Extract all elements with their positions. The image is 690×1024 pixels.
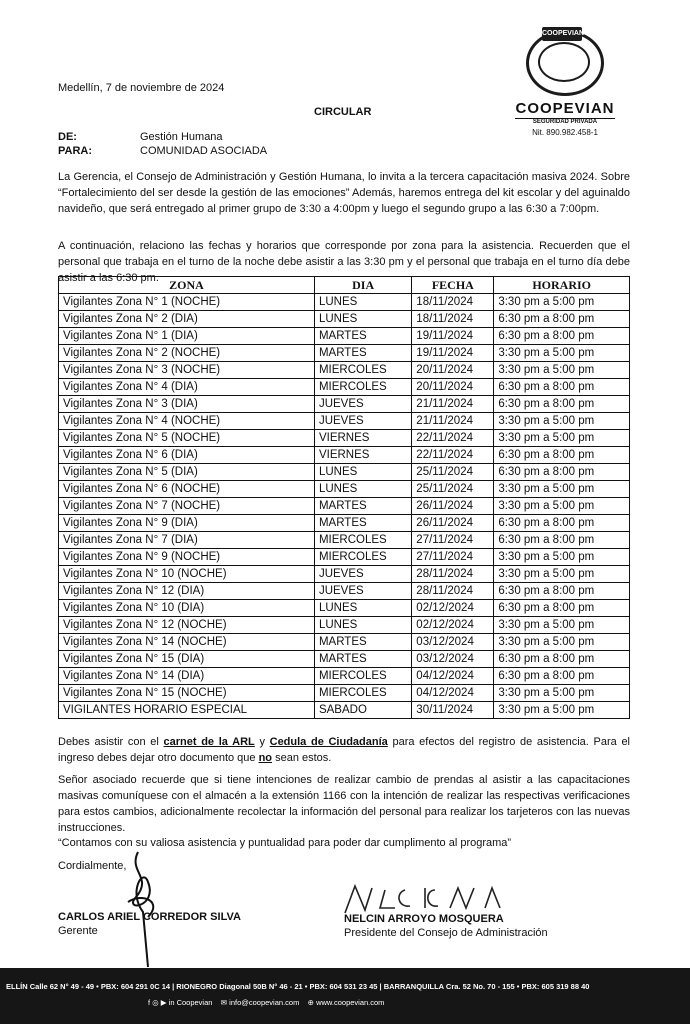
- logo-banner: COOPEVIAN: [542, 27, 582, 41]
- cell-fecha: 03/12/2024: [412, 634, 494, 651]
- table-row: [59, 481, 630, 498]
- cell-horario: 6:30 pm a 8:00 pm: [494, 600, 630, 617]
- email-icon: ✉: [220, 998, 228, 1007]
- cell-horario: 6:30 pm a 8:00 pm: [494, 379, 630, 396]
- logo-shield-icon: [538, 42, 590, 82]
- closing-greeting: Cordialmente,: [58, 860, 127, 872]
- cell-horario: 3:30 pm a 5:00 pm: [494, 566, 630, 583]
- cell-dia: LUNES: [314, 600, 411, 617]
- cell-zona: Vigilantes Zona N° 5 (NOCHE): [59, 430, 315, 447]
- closing-quote: “Contamos con su valiosa asistencia y puntualidad para poder dar cumplimento al programa”: [58, 837, 512, 849]
- documents-text-4: sean estos.: [272, 752, 332, 764]
- cell-zona: Vigilantes Zona N° 12 (DIA): [59, 583, 315, 600]
- cell-dia: LUNES: [314, 294, 411, 311]
- cell-horario: 6:30 pm a 8:00 pm: [494, 583, 630, 600]
- cell-zona: Vigilantes Zona N° 14 (NOCHE): [59, 634, 315, 651]
- cell-horario: 3:30 pm a 5:00 pm: [494, 634, 630, 651]
- uniform-paragraph: Señor asociado recuerde que si tiene intenciones de realizar cambio de prendas al asistir a las capacitaciones masivas comuníquese con el almacén a la extensión 1166 con la intención de realizar las respectivas verificaciones para estos cambios, adicionalmente recolectar la información del personal para realizar los tarjeteros con las nuevas instrucciones.: [58, 774, 630, 834]
- cell-dia: MIERCOLES: [314, 685, 411, 702]
- header-dia: DIA: [314, 277, 411, 294]
- from-label: DE:: [58, 131, 77, 143]
- cell-zona: Vigilantes Zona N° 9 (NOCHE): [59, 549, 315, 566]
- cell-dia: MIERCOLES: [314, 668, 411, 685]
- cell-horario: 6:30 pm a 8:00 pm: [494, 532, 630, 549]
- schedule-paragraph: A continuación, relaciono las fechas y horarios que corresponde por zona para la asistencia. Recuerden que el personal que trabaja en el turno de la noche debe asistir a las 3:30 pm y el personal que trabaja en el turno día debe asistir a las 6:30 pm.: [58, 240, 630, 284]
- cell-horario: 3:30 pm a 5:00 pm: [494, 345, 630, 362]
- cell-fecha: 04/12/2024: [412, 668, 494, 685]
- signer1-name: CARLOS ARIEL CORREDOR SILVA: [58, 911, 241, 923]
- cell-zona: Vigilantes Zona N° 4 (NOCHE): [59, 413, 315, 430]
- cell-dia: LUNES: [314, 311, 411, 328]
- cell-fecha: 20/11/2024: [412, 379, 494, 396]
- cell-fecha: 20/11/2024: [412, 362, 494, 379]
- cell-fecha: 22/11/2024: [412, 447, 494, 464]
- footer-addresses: ELLÍN Calle 62 N° 49 - 49 • PBX: 604 291 0C 14 | RIONEGRO Diagonal 50B N° 46 - 21 • PBX: 604 531 23 45 | BARRANQUILLA Cra. 52 No. 70 - 155 • PBX: 605 319 88 40: [6, 982, 590, 991]
- intro-paragraph: La Gerencia, el Consejo de Administración y Gestión Humana, lo invita a la tercera capacitación masiva 2024. Sobre “Fortalecimiento del ser desde la gestión de las emociones” Además, haremos entrega del kit escolar y del aguinaldo navideño, que será entregado al primer grupo de 3:30 a 4:00pm y luego el segundo grupo a las 6:30 a 7:00pm.: [58, 171, 630, 215]
- cell-dia: LUNES: [314, 617, 411, 634]
- cell-fecha: 27/11/2024: [412, 549, 494, 566]
- table-row: [59, 617, 630, 634]
- cell-horario: 3:30 pm a 5:00 pm: [494, 702, 630, 719]
- table-row: [59, 311, 630, 328]
- documents-paragraph: [58, 734, 630, 766]
- cell-fecha: 04/12/2024: [412, 685, 494, 702]
- cell-dia: LUNES: [314, 464, 411, 481]
- web-icon: ⊕: [307, 998, 314, 1007]
- company-logo: [505, 30, 625, 137]
- cell-zona: Vigilantes Zona N° 15 (DIA): [59, 651, 315, 668]
- footer-email[interactable]: info@coopevian.com: [229, 998, 300, 1007]
- cell-horario: 3:30 pm a 5:00 pm: [494, 617, 630, 634]
- cell-fecha: 19/11/2024: [412, 328, 494, 345]
- cell-dia: JUEVES: [314, 396, 411, 413]
- cell-horario: 3:30 pm a 5:00 pm: [494, 362, 630, 379]
- table-row: [59, 583, 630, 600]
- documents-text-2: y: [254, 736, 270, 748]
- table-row: [59, 549, 630, 566]
- cell-horario: 6:30 pm a 8:00 pm: [494, 651, 630, 668]
- cell-dia: MARTES: [314, 515, 411, 532]
- table-row: [59, 328, 630, 345]
- cell-horario: 3:30 pm a 5:00 pm: [494, 294, 630, 311]
- table-row: [59, 532, 630, 549]
- cell-fecha: 02/12/2024: [412, 600, 494, 617]
- cell-horario: 6:30 pm a 8:00 pm: [494, 311, 630, 328]
- cell-fecha: 26/11/2024: [412, 498, 494, 515]
- cell-zona: Vigilantes Zona N° 6 (DIA): [59, 447, 315, 464]
- header-fecha: FECHA: [412, 277, 494, 294]
- to-value: COMUNIDAD ASOCIADA: [140, 145, 268, 157]
- cell-fecha: 02/12/2024: [412, 617, 494, 634]
- cell-zona: Vigilantes Zona N° 3 (NOCHE): [59, 362, 315, 379]
- doc-type: CIRCULAR: [314, 106, 372, 118]
- table-header-row: [59, 277, 630, 294]
- cell-horario: 6:30 pm a 8:00 pm: [494, 396, 630, 413]
- documents-text-3: para efectos del registro de asistencia. Para el ingreso debes dejar otro documento que: [58, 736, 631, 764]
- cell-dia: MIERCOLES: [314, 379, 411, 396]
- cell-dia: MARTES: [314, 328, 411, 345]
- logo-name: COOPEVIAN: [515, 100, 615, 117]
- cell-horario: 3:30 pm a 5:00 pm: [494, 685, 630, 702]
- to-label: PARA:: [58, 145, 93, 157]
- cell-horario: 3:30 pm a 5:00 pm: [494, 498, 630, 515]
- logo-emblem: [526, 30, 604, 96]
- cell-fecha: 27/11/2024: [412, 532, 494, 549]
- table-row: [59, 515, 630, 532]
- cell-zona: Vigilantes Zona N° 7 (DIA): [59, 532, 315, 549]
- cell-fecha: 28/11/2024: [412, 583, 494, 600]
- cell-horario: 3:30 pm a 5:00 pm: [494, 549, 630, 566]
- cell-fecha: 21/11/2024: [412, 413, 494, 430]
- table-row: [59, 396, 630, 413]
- header-horario: HORARIO: [494, 277, 630, 294]
- cell-zona: Vigilantes Zona N° 3 (DIA): [59, 396, 315, 413]
- cell-zona: Vigilantes Zona N° 1 (NOCHE): [59, 294, 315, 311]
- signature-1: [108, 842, 178, 972]
- cell-fecha: 28/11/2024: [412, 566, 494, 583]
- cell-zona: Vigilantes Zona N° 1 (DIA): [59, 328, 315, 345]
- cell-fecha: 21/11/2024: [412, 396, 494, 413]
- cell-zona: VIGILANTES HORARIO ESPECIAL: [59, 702, 315, 719]
- table-row: [59, 294, 630, 311]
- table-row: [59, 362, 630, 379]
- cell-fecha: 18/11/2024: [412, 311, 494, 328]
- social-icons[interactable]: f ◎ ▶ in: [148, 998, 175, 1007]
- cell-dia: JUEVES: [314, 413, 411, 430]
- carnet-arl: carnet de la ARL: [163, 736, 255, 748]
- date-line: Medellín, 7 de noviembre de 2024: [58, 82, 225, 94]
- cell-dia: MIERCOLES: [314, 532, 411, 549]
- cell-horario: 3:30 pm a 5:00 pm: [494, 430, 630, 447]
- footer-web[interactable]: www.coopevian.com: [316, 998, 385, 1007]
- documents-text-1: Debes asistir con el: [58, 736, 164, 748]
- cell-horario: 6:30 pm a 8:00 pm: [494, 328, 630, 345]
- footer-bar: [0, 968, 690, 1024]
- table-row: [59, 651, 630, 668]
- cell-zona: Vigilantes Zona N° 6 (NOCHE): [59, 481, 315, 498]
- table-row: [59, 413, 630, 430]
- cell-zona: Vigilantes Zona N° 10 (NOCHE): [59, 566, 315, 583]
- cell-dia: MIERCOLES: [314, 362, 411, 379]
- cell-dia: MARTES: [314, 345, 411, 362]
- cell-dia: LUNES: [314, 481, 411, 498]
- cell-fecha: 30/11/2024: [412, 702, 494, 719]
- social-name: Coopevian: [176, 998, 213, 1007]
- footer-contact: [148, 998, 384, 1007]
- signer2-name: NELCIN ARROYO MOSQUERA: [344, 913, 504, 925]
- cell-zona: Vigilantes Zona N° 2 (NOCHE): [59, 345, 315, 362]
- cell-horario: 6:30 pm a 8:00 pm: [494, 464, 630, 481]
- cell-fecha: 18/11/2024: [412, 294, 494, 311]
- cell-zona: Vigilantes Zona N° 7 (NOCHE): [59, 498, 315, 515]
- table-row: [59, 600, 630, 617]
- no-emphasis: no: [258, 752, 273, 764]
- cell-fecha: 26/11/2024: [412, 515, 494, 532]
- cell-dia: MARTES: [314, 634, 411, 651]
- table-row: [59, 430, 630, 447]
- cell-dia: MARTES: [314, 498, 411, 515]
- schedule-table: [58, 276, 630, 719]
- cell-dia: MIERCOLES: [314, 549, 411, 566]
- cell-fecha: 19/11/2024: [412, 345, 494, 362]
- table-row: [59, 498, 630, 515]
- table-row: [59, 379, 630, 396]
- table-row: [59, 702, 630, 719]
- table-row: [59, 345, 630, 362]
- cell-zona: Vigilantes Zona N° 9 (DIA): [59, 515, 315, 532]
- cell-zona: Vigilantes Zona N° 5 (DIA): [59, 464, 315, 481]
- table-row: [59, 447, 630, 464]
- cedula-ciudadania: Cedula de Ciudadanía: [269, 736, 388, 748]
- cell-dia: JUEVES: [314, 583, 411, 600]
- from-value: Gestión Humana: [140, 131, 223, 143]
- cell-dia: VIERNES: [314, 430, 411, 447]
- cell-horario: 6:30 pm a 8:00 pm: [494, 668, 630, 685]
- cell-zona: Vigilantes Zona N° 10 (DIA): [59, 600, 315, 617]
- cell-fecha: 25/11/2024: [412, 464, 494, 481]
- cell-horario: 6:30 pm a 8:00 pm: [494, 447, 630, 464]
- table-row: [59, 566, 630, 583]
- cell-horario: 3:30 pm a 5:00 pm: [494, 481, 630, 498]
- logo-nit: Nit. 890.982.458-1: [532, 128, 598, 137]
- logo-tagline: SEGURIDAD PRIVADA: [515, 118, 615, 125]
- cell-zona: Vigilantes Zona N° 12 (NOCHE): [59, 617, 315, 634]
- cell-zona: Vigilantes Zona N° 4 (DIA): [59, 379, 315, 396]
- cell-dia: JUEVES: [314, 566, 411, 583]
- cell-dia: VIERNES: [314, 447, 411, 464]
- table-row: [59, 464, 630, 481]
- table-row: [59, 634, 630, 651]
- table-row: [59, 685, 630, 702]
- cell-fecha: 03/12/2024: [412, 651, 494, 668]
- signer1-title: Gerente: [58, 925, 98, 937]
- cell-fecha: 25/11/2024: [412, 481, 494, 498]
- cell-zona: Vigilantes Zona N° 2 (DIA): [59, 311, 315, 328]
- cell-dia: SABADO: [314, 702, 411, 719]
- cell-zona: Vigilantes Zona N° 14 (DIA): [59, 668, 315, 685]
- cell-horario: 6:30 pm a 8:00 pm: [494, 515, 630, 532]
- cell-horario: 3:30 pm a 5:00 pm: [494, 413, 630, 430]
- cell-dia: MARTES: [314, 651, 411, 668]
- header-zona: ZONA: [59, 277, 315, 294]
- signer2-title: Presidente del Consejo de Administración: [344, 927, 548, 939]
- cell-fecha: 22/11/2024: [412, 430, 494, 447]
- cell-zona: Vigilantes Zona N° 15 (NOCHE): [59, 685, 315, 702]
- table-row: [59, 668, 630, 685]
